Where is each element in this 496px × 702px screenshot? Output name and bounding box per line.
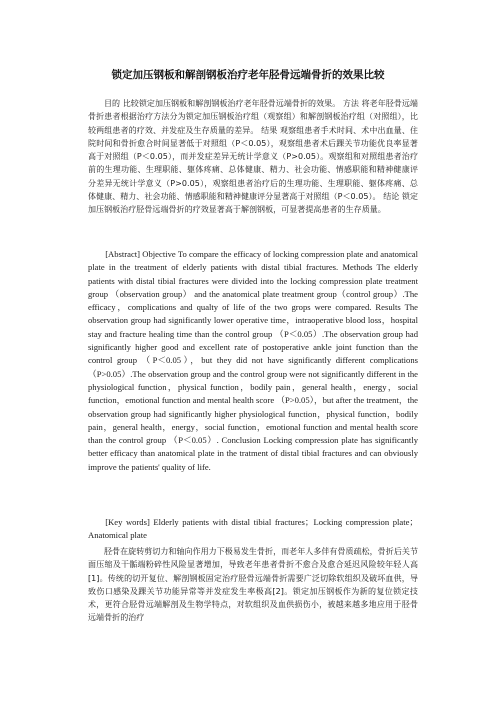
chinese-abstract: 目的 比较锁定加压钢板和解剖钢板治疗老年胫骨远端骨折的效果。 方法 将老年胫骨远端骨折患者根据治疗方法分为锁定加压钢板治疗组（观察组）和解剖钢板治疗组（对照组），比较两组患者的疗效、并发症及生存质量的差异。 结果 观察组患者手术时间、术中出血量、住院时间和骨折愈合时间显著低于对照组（P＜0.05），观察组患者术后踝关节功能优良率显著高于对照组（P＜0.05），而并发症差异无统计学意义（P>0.05）。观察组和对照组患者治疗前的生理功能、生理职能、躯体疼痛、总体健康、精力、社会功能、情感职能和精神健康评分差异无统计学意义（P>0.05），观察组患者治疗后的生理功能、生理职能、躯体疼痛、总体健康、精力、社会功能、情感职能和精神健康评分显著高于对照组（P＜0.05）。 结论 锁定加压钢板治疗胫骨远端骨折的疗效显著高于解剖钢板，可显著提高患者的生存质量。 [88,99,418,215]
document-title: 锁定加压钢板和解剖钢板治疗老年胫骨远端骨折的效果比较 [111,69,385,81]
english-abstract: [Abstract] Objective To compare the efficacy of locking compression plate and anatomical plate in the treatment of elderly patients with distal tibial fractures. Methods The elderly patients with distal tibial fractures were divided into the locking compression plate treatment group （observation group） and the anatomical plate treatment group（control group）.The efficacy，complications and qualty of life of the two grops were compared. Results The observation group had significantly lower operative time，intraoperative blood loss，hospital stay and fracture healing time than the control group （P＜0.05）.The observation group had significantly higher good and excellent rate of postoperative ankle joint function than the control group （P＜0.05），but they did not have significantly different complications （P>0.05）.The observation group and the control group were not significantly different in the physiological function，physical function，bodily pain，general health，energy，social function，emotional function and mental health score （P>0.05），but after the treatment，the observation group had significantly higher physiological function，physical function，bodily pain，general health，energy，social function，emotional function and mental health score than the control group （P＜0.05）. Conclusion Locking compression plate has significantly better efficacy than anatomical plate in the tratment of distal tibial fractures and can obviously improve the patients' quality of life. [88,249,418,472]
keywords: [Key words] Elderly patients with distal tibial fractures；Locking compression plate；Anatomical plate [88,517,418,541]
body-paragraph: 胫骨在旋转剪切力和轴向作用力下极易发生骨折，而老年人多伴有骨质疏松，骨折后关节面压缩及干骺端粉碎性风险显著增加，导致老年患者骨折不愈合及愈合延迟风险较年轻人高[1]。传统的切开复位、解剖钢板固定治疗胫骨远端骨折需要广泛切除软组织及破坏血供，导致伤口感染及踝关节功能异常等并发症发生率极高[2]。锁定加压钢板作为新的复位锁定技术，更符合胫骨远端解剖及生物学特点，对软组织及血供损伤小，被越来越多地应用于胫骨远端骨折的治疗 [88,547,418,623]
